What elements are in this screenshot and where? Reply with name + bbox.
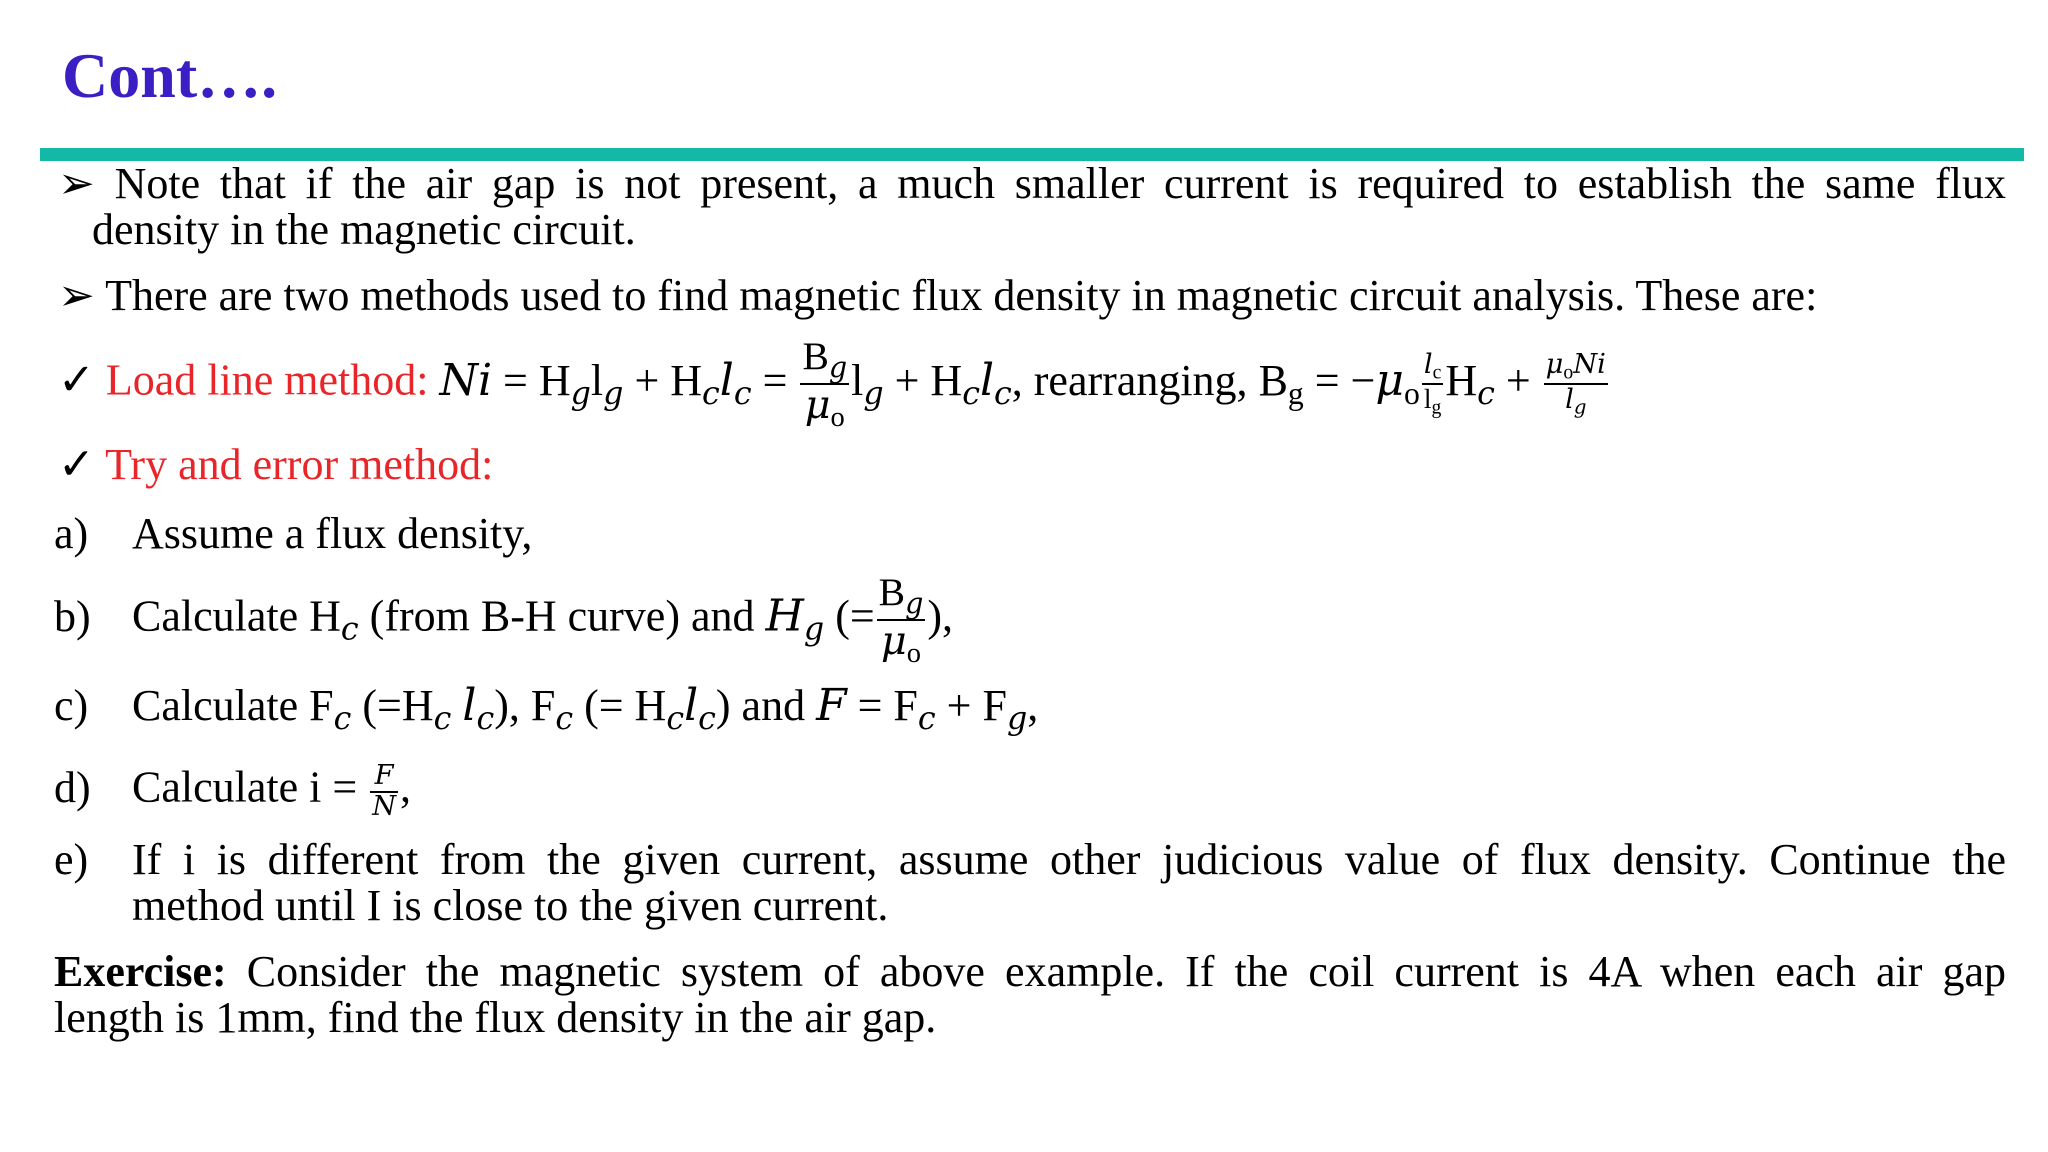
exercise-line-2	[54, 993, 937, 1042]
step-d-label: d)	[54, 762, 91, 812]
fraction-bg-over-mu0: $\frac{B_g}{\mu_o}$	[802, 334, 848, 433]
step-b-label: b)	[54, 591, 91, 641]
step-e-label: e)	[54, 835, 89, 884]
fraction-mu0ni-over-lg: $\frac{\mu_oNi}{l_g}$	[1545, 349, 1606, 419]
try-error-method	[58, 440, 494, 489]
step-b-text-2: (from B-H curve) and	[358, 591, 766, 641]
step-d-text: Calculate i =	[132, 762, 369, 812]
slide-title: Cont….	[62, 40, 278, 111]
step-c-label: c)	[54, 681, 89, 730]
arrow-bullet-icon: ➢	[58, 271, 95, 320]
fraction-f-over-n: $\frac{F}{N}$	[372, 760, 397, 822]
methods-text: There are two methods used to find magnetic flux density in magnetic circuit analysis. These are:	[105, 271, 1818, 320]
note-line-2	[92, 205, 636, 254]
load-line-method	[58, 336, 1610, 433]
load-line-label: Load line method:	[105, 355, 429, 405]
step-a-label: a)	[54, 509, 89, 558]
load-line-equation: $Ni = H_gl_g + H_cl_c$ = $\frac{B_g}{\mu_o}$ $l_g + H_cl_c$, rearranging, $B_g = -\mu_o$ $\frac{l_c}{l_g}$ $H_c$ + $\frac{\mu_oNi}{l_g}$	[439, 334, 1606, 433]
try-error-label: Try and error method:	[105, 440, 494, 489]
step-e-text-1: If i is different from the given current, assume other judicious value of flux density. Continue the	[132, 835, 2006, 884]
step-a	[54, 509, 533, 558]
step-a-text: Assume a flux density,	[132, 509, 533, 558]
step-c-text-1: Calculate F	[132, 681, 334, 730]
step-e-text-2: method until I is close to the given current.	[132, 881, 889, 930]
step-b-text-1: Calculate H	[132, 591, 341, 641]
exercise-text-2: length is 1mm, find the flux density in the air gap.	[54, 993, 937, 1042]
note-line-1	[58, 159, 2007, 208]
rearranging-text: , rearranging,	[1011, 355, 1259, 405]
arrow-bullet-icon: ➢	[58, 159, 95, 208]
methods-line	[58, 271, 1818, 320]
step-e-line-2	[132, 881, 889, 930]
exercise-line-1	[54, 947, 2006, 996]
step-c: c) Calculate $F_c$ ($=H_c$ $l_c$), $F_c$ (= $H_cl_c$) and $F = F_c + F_g$,	[54, 680, 1039, 737]
step-c-text-2: and	[730, 681, 817, 730]
step-b: b) Calculate $H_c$ (from B-H curve) and $H_g$ (= $\frac{B_g}{\mu_o}$ ),	[54, 570, 953, 669]
fraction-bg-over-mu0: $\frac{B_g}{\mu_o}$	[878, 570, 924, 669]
fraction-lc-over-lg: $\frac{l_c}{l_g}$	[1423, 349, 1442, 419]
exercise-label: Exercise:	[54, 947, 227, 996]
check-icon: ✓	[58, 355, 95, 405]
step-d: d) Calculate i = $\frac{F}{N}$ ,	[54, 760, 412, 822]
note-text-1: Note that if the air gap is not present, a much smaller current is required to establish the same flux	[114, 159, 2007, 208]
step-e-line-1	[54, 835, 2006, 884]
note-text-2: density in the magnetic circuit.	[92, 205, 636, 254]
exercise-text-1: Consider the magnetic system of above example. If the coil current is 4A when each air gap	[226, 947, 2006, 996]
check-icon: ✓	[58, 440, 95, 489]
